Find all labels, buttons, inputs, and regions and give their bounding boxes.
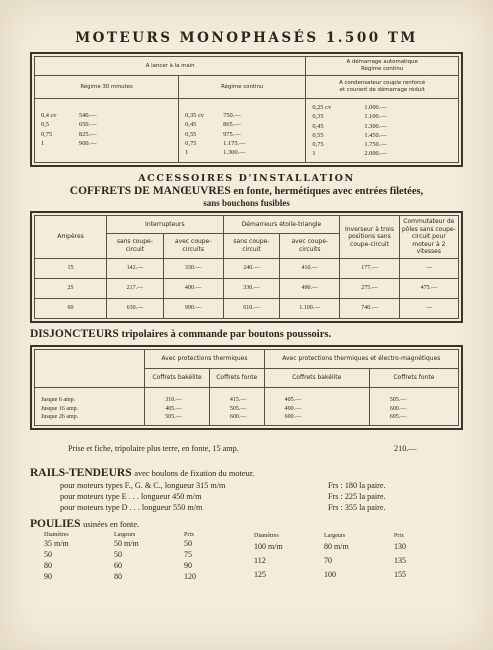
- list-item: pour moteurs type E . . . longueur 450 m/m Frs : 225 la paire.: [60, 492, 386, 502]
- motors-right-header: A démarrage automatique Régime continu: [306, 57, 459, 76]
- demarreurs-sans-header: sans coupe-circuit: [223, 233, 280, 258]
- table-row: 35 m/m 50 m/m 50: [44, 539, 192, 549]
- motors-col2: 0,35 cv 750.— 0,45 865.— 0,55 975.— 0,75 1.175.— 1 1.300.—: [179, 99, 306, 163]
- demarreurs-avec-header: avec coupe-circuits: [280, 233, 340, 258]
- motors-col3-header: A condensateur couple renforcé et courant de démarrage réduit: [306, 76, 459, 99]
- disjoncteurs-col3: 405.— 490.— 600.—: [264, 387, 369, 425]
- list-item: pour moteurs types F., G. & C., longueur 315 m/m Frs : 180 la paire.: [60, 481, 386, 491]
- amperes-header: Ampères: [35, 216, 107, 259]
- disjoncteurs-heading: DISJONCTEURS tripolaires à commande par boutons poussoirs.: [30, 327, 332, 340]
- demarreurs-header: Démarreurs étoile-triangle: [223, 216, 340, 234]
- poulies-table-left: Diamètres Largeurs Prix 35 m/m 50 m/m 50 50 50 75 80 60 90 90 80 120: [44, 532, 219, 582]
- table-row: 125 100 155: [254, 570, 406, 580]
- table-row: 25 217.— 400.— 330.— 490.— 275.— 475.—: [35, 278, 459, 298]
- disjoncteurs-labels: Jusque 6 amp. Jusque 16 amp. Jusque 26 amp.: [35, 387, 145, 425]
- thermo-header: Avec protections thermiques et électro-magnétiques: [264, 349, 458, 368]
- table-row: 80 60 90: [44, 561, 192, 571]
- disjoncteurs-col2: 415.— 505.— 600.—: [209, 387, 264, 425]
- motors-left-header: A lancer à la main: [35, 57, 306, 76]
- prise-line: Prise et fiche, tripolaire plus terre, en fonte, 15 amp. 210.—: [68, 444, 417, 454]
- table-row: 60 630.— 990.— 610.— 1.100.— 740.— —: [35, 298, 459, 318]
- rails-section: RAILS-TENDEURS avec boulons de fixation du moteur. pour moteurs types F., G. & C., longueur 315 m/m Frs : 180 la paire. pour moteurs type E . . . longueur 450 m/m Frs : 225 la paire. pour moteurs type D . . . longueur 550 m/m Frs : 355 la paire.: [30, 467, 463, 512]
- fonte-header-2: Coffrets fonte: [369, 368, 458, 387]
- motors-col2-header: Régime continu: [179, 76, 306, 99]
- motors-col1-header: Régime 30 minutes: [35, 76, 179, 99]
- accessoires-title: ACCESSOIRES D'INSTALLATION: [138, 172, 355, 184]
- interrupteurs-avec-header: avec coupe-circuits: [163, 233, 223, 258]
- bakelite-header-1: Coffrets bakélite: [145, 368, 210, 387]
- commutateur-header: Commutateur de pôles sans coupe-circuit pour moteur à 2 vitesses: [399, 216, 458, 259]
- motors-table: [30, 52, 463, 167]
- motors-col3: 0,25 cv 1.000.— 0,35 1.100.— 0,45 1.300.— 0,55 1.450.— 0,75 1.750.— 1 2.000.—: [306, 99, 459, 163]
- list-item: pour moteurs type D . . . longueur 550 m/m Frs : 355 la paire.: [60, 503, 386, 513]
- disjoncteurs-table: [30, 345, 463, 430]
- disjoncteurs-col4: 505.— 600.— 695.—: [369, 387, 458, 425]
- motors-col1: 0,4 cv 540.— 0,5 650.— 0,75 825.— 1 900.—: [35, 99, 179, 163]
- interrupteurs-sans-header: sans coupe-circuit: [107, 233, 164, 258]
- poulies-table-right: Diamètres Largeurs Prix 100 m/m 80 m/m 130 112 70 135 125 100 155: [254, 532, 429, 582]
- disjoncteurs-col1: 310.— 405.— 505.—: [145, 387, 210, 425]
- bakelite-header-2: Coffrets bakélite: [264, 368, 369, 387]
- table-row: 15 142.— 330.— 240.— 410.— 177.— —: [35, 258, 459, 278]
- coffrets-table: [30, 211, 463, 323]
- fonte-header-1: Coffrets fonte: [209, 368, 264, 387]
- table-row: 50 50 75: [44, 550, 192, 560]
- inverseur-header: Inverseur à trois positions sans coupe-circuit: [340, 216, 399, 259]
- table-row: 90 80 120: [44, 572, 196, 582]
- table-row: 112 70 135: [254, 556, 406, 566]
- thermiques-header: Avec protections thermiques: [145, 349, 264, 368]
- page-title: MOTEURS MONOPHASÉS 1.500 TM: [75, 30, 418, 46]
- table-row: 100 m/m 80 m/m 130: [254, 542, 406, 552]
- poulies-heading: POULIES usinées en fonte.: [30, 518, 140, 531]
- poulies-tables: [30, 532, 463, 582]
- interrupteurs-header: Interrupteurs: [107, 216, 224, 234]
- coffrets-heading: COFFRETS DE MANŒUVRES en fonte, hermétiques avec entrées filetées, sans bouchons fusibles: [69, 184, 424, 208]
